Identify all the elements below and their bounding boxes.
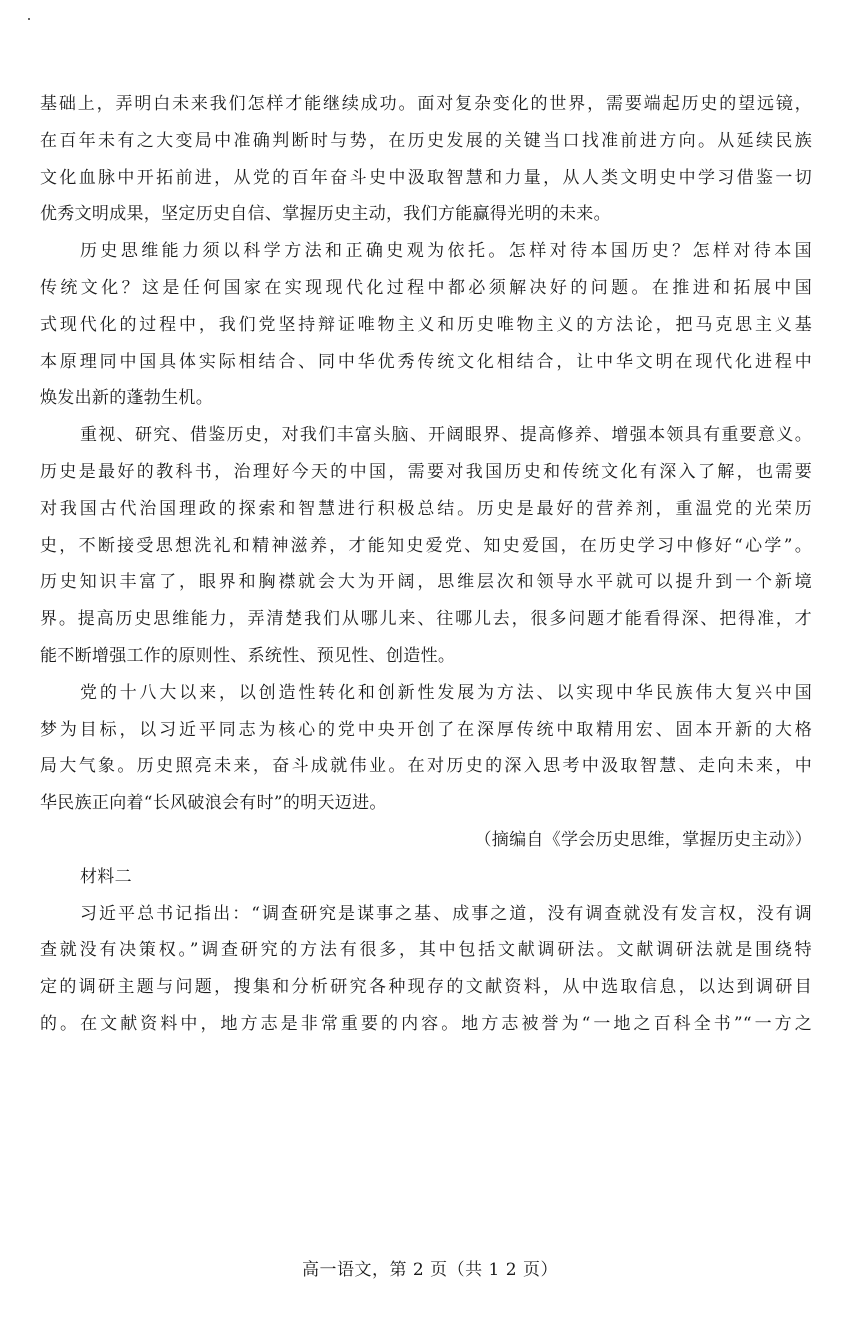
text-line: 对我国古代治国理政的探索和智慧进行积极总结。历史是最好的营养剂，重温党的光荣历 <box>40 498 812 519</box>
text-line: 习近平总书记指出：“调查研究是谋事之基、成事之道，没有调查就没有发言权，没有调 <box>80 903 812 924</box>
text-line: 局大气象。历史照亮未来，奋斗成就伟业。在对历史的深入思考中汲取智慧、走向未来，中 <box>40 756 812 777</box>
source-attribution: （摘编自《学会历史思维，掌握历史主动》） <box>474 829 812 850</box>
text-line: 党的十八大以来，以创造性转化和创新性发展为方法、以实现中华民族伟大复兴中国 <box>80 682 812 703</box>
text-line: 界。提高历史思维能力，弄清楚我们从哪儿来、往哪儿去，很多问题才能看得深、把得准，才 <box>40 609 812 630</box>
text-line: 查就没有决策权。”调查研究的方法有很多，其中包括文献调研法。文献调研法就是围绕特 <box>40 940 812 961</box>
text-line: 历史思维能力须以科学方法和正确史观为依托。怎样对待本国历史？怎样对待本国 <box>80 241 812 262</box>
text-line: 在百年未有之大变局中准确判断时与势，在历史发展的关键当口找准前进方向。从延续民族 <box>40 130 812 151</box>
text-line: 基础上，弄明白未来我们怎样才能继续成功。面对复杂变化的世界，需要端起历史的望远镜， <box>40 94 812 114</box>
article-body <box>40 86 812 1043</box>
text-line: 文化血脉中开拓前进，从党的百年奋斗史中汲取智慧和力量，从人类文明史中学习借鉴一切 <box>40 167 812 188</box>
text-line: 华民族正向着“长风破浪会有时”的明天迈进。 <box>40 793 387 814</box>
text-line: 优秀文明成果，坚定历史自信、掌握历史主动，我们方能赢得光明的未来。 <box>40 204 611 225</box>
text-line: 历史是最好的教科书，治理好今天的中国，需要对我国历史和传统文化有深入了解，也需要 <box>40 461 812 482</box>
text-line: 定的调研主题与问题，搜集和分析研究各种现存的文献资料，从中选取信息，以达到调研目 <box>40 977 812 998</box>
text-line: 历史知识丰富了，眼界和胸襟就会大为开阔，思维层次和领导水平就可以提升到一个新境 <box>40 572 812 593</box>
page-footer: 高一语文，第 2 页（共 1 2 页） <box>302 1260 558 1280</box>
text-line: 传统文化？这是任何国家在实现现代化过程中都必须解决好的问题。在推进和拓展中国 <box>40 277 812 298</box>
scan-speck <box>28 18 30 20</box>
text-line: 梦为目标，以习近平同志为核心的党中央开创了在深厚传统中取精用宏、固本开新的大格 <box>40 719 812 740</box>
text-line: 重视、研究、借鉴历史，对我们丰富头脑、开阔眼界、提高修养、增强本领具有重要意义。 <box>80 425 812 446</box>
text-line: 的。在文献资料中，地方志是非常重要的内容。地方志被誉为“一地之百科全书”“一方之 <box>40 1013 812 1034</box>
text-line: 式现代化的过程中，我们党坚持辩证唯物主义和历史唯物主义的方法论，把马克思主义基 <box>40 314 812 335</box>
text-line: 焕发出新的蓬勃生机。 <box>40 388 213 409</box>
text-line: 史，不断接受思想洗礼和精神滋养，才能知史爱党、知史爱国，在历史学习中修好“心学”。 <box>40 535 812 556</box>
text-line: 本原理同中国具体实际相结合、同中华优秀传统文化相结合，让中华文明在现代化进程中 <box>40 351 812 372</box>
material-heading: 材料二 <box>80 866 132 887</box>
text-line: 能不断增强工作的原则性、系统性、预见性、创造性。 <box>40 645 456 666</box>
